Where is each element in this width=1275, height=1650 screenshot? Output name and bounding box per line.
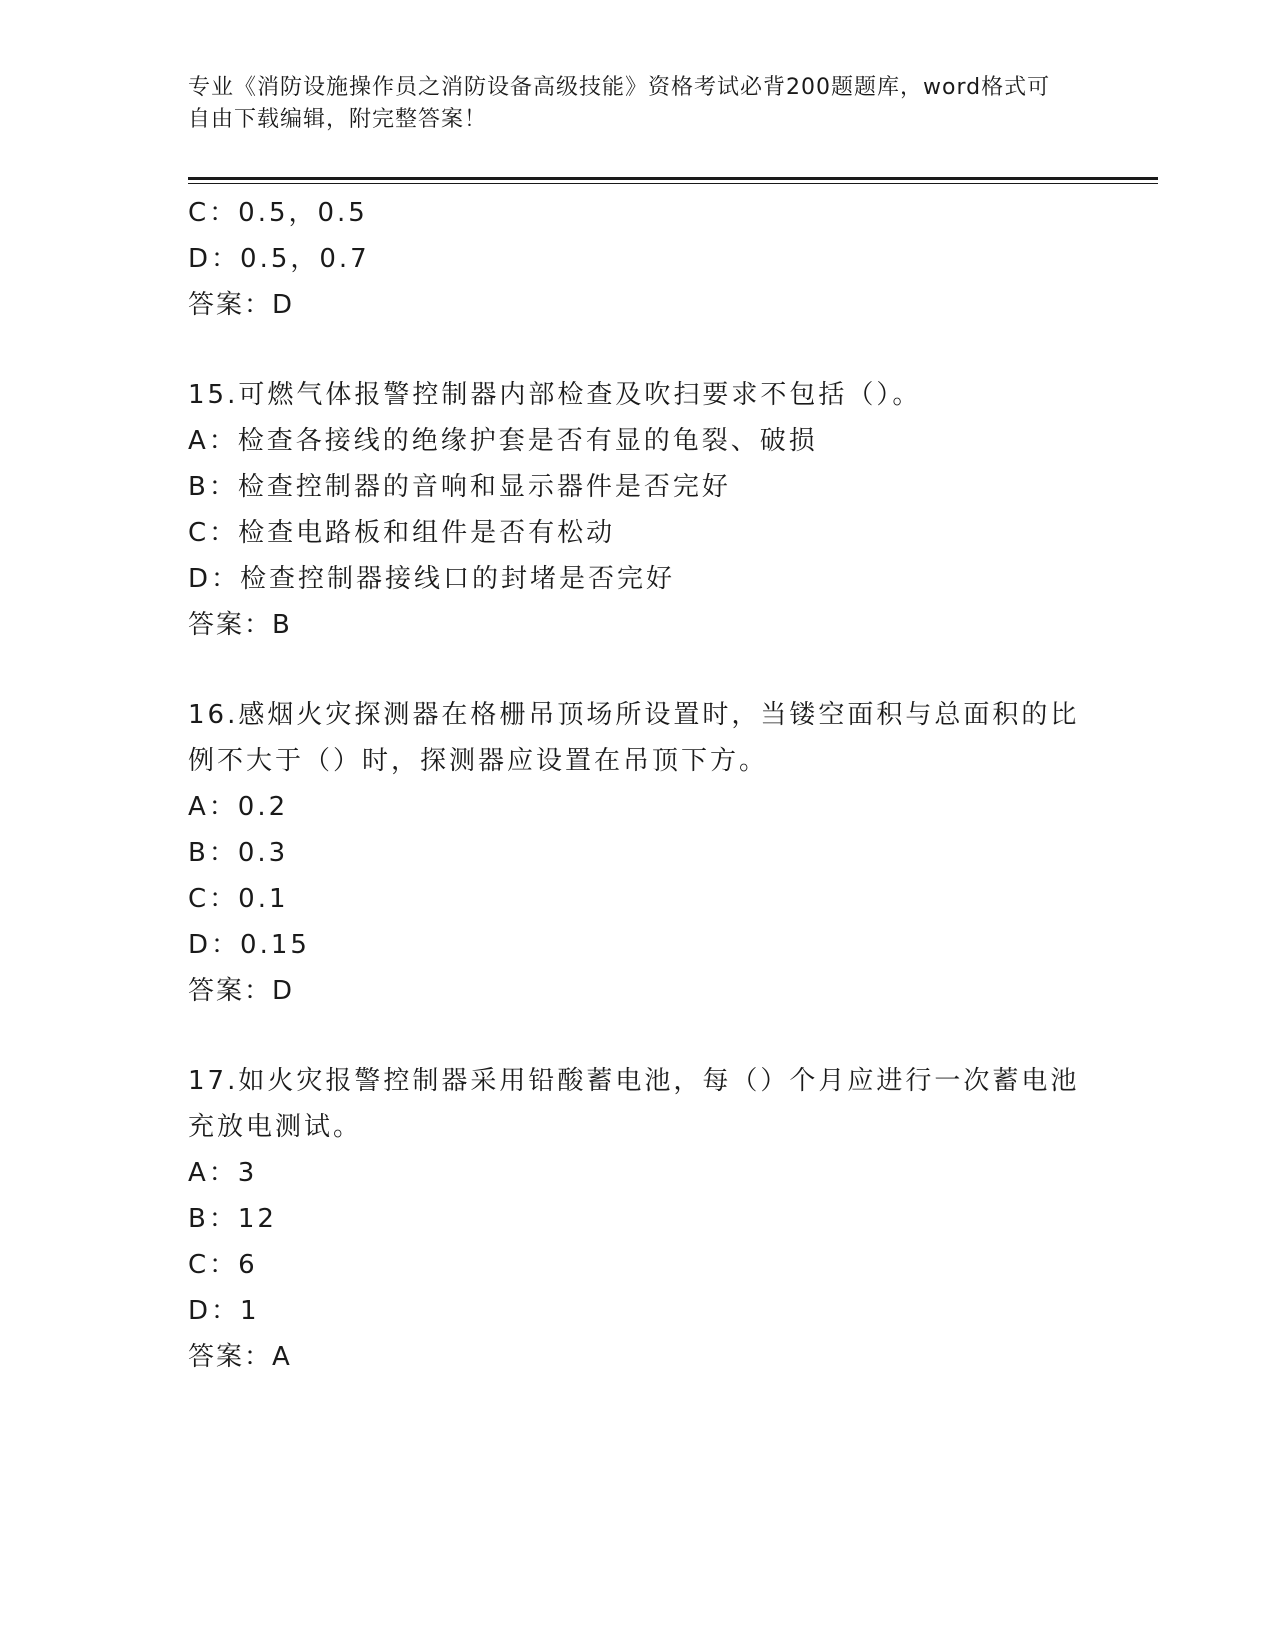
option-c: C：0.5，0.5 bbox=[188, 198, 368, 228]
question-stem-continued: 充放电测试。 bbox=[188, 1112, 363, 1142]
question-stem-continued: 例不大于（）时，探测器应设置在吊顶下方。 bbox=[188, 746, 769, 776]
option-d: D：1 bbox=[188, 1296, 260, 1326]
answer-line: 答案：A bbox=[188, 1342, 292, 1372]
question-stem: 16.感烟火灾探测器在格栅吊顶场所设置时，当镂空面积与总面积的比 bbox=[188, 700, 1080, 730]
option-b: B：0.3 bbox=[188, 838, 289, 868]
option-b: B：检查控制器的音响和显示器件是否完好 bbox=[188, 472, 731, 502]
question-list bbox=[188, 190, 1088, 1380]
header-divider-thin bbox=[188, 183, 1158, 184]
header-divider-thick bbox=[188, 177, 1158, 180]
option-c: C：检查电路板和组件是否有松动 bbox=[188, 518, 616, 548]
option-a: A：3 bbox=[188, 1158, 258, 1188]
option-b: B：12 bbox=[188, 1204, 277, 1234]
question-stem: 17.如火灾报警控制器采用铅酸蓄电池，每（）个月应进行一次蓄电池 bbox=[188, 1066, 1080, 1096]
document-header: 专业《消防设施操作员之消防设备高级技能》资格考试必背200题题库，word格式可自由下载编辑，附完整答案！ bbox=[188, 75, 1051, 132]
option-d: D：0.15 bbox=[188, 930, 310, 960]
answer-line: 答案：D bbox=[188, 290, 295, 320]
answer-line: 答案：B bbox=[188, 610, 292, 640]
question-stem: 15.可燃气体报警控制器内部检查及吹扫要求不包括（）。 bbox=[188, 380, 922, 410]
option-c: C：6 bbox=[188, 1250, 258, 1280]
option-a: A：检查各接线的绝缘护套是否有显的龟裂、破损 bbox=[188, 426, 818, 456]
option-c: C：0.1 bbox=[188, 884, 289, 914]
answer-line: 答案：D bbox=[188, 976, 295, 1006]
option-d: D：检查控制器接线口的封堵是否完好 bbox=[188, 564, 676, 594]
option-d: D：0.5，0.7 bbox=[188, 244, 370, 274]
option-a: A：0.2 bbox=[188, 792, 289, 822]
